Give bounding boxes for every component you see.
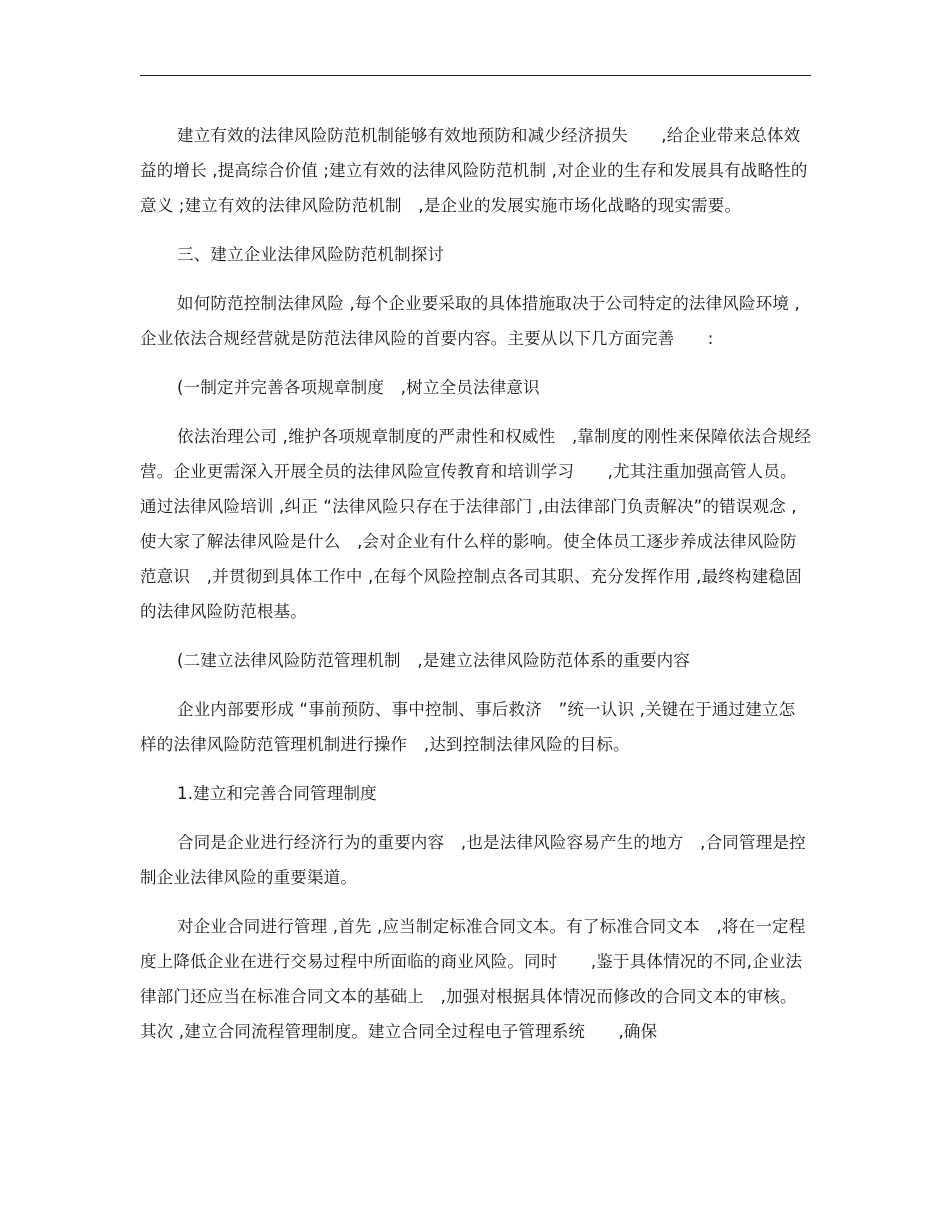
paragraph-mechanism: 企业内部要形成 “事前预防、事中控制、事后救济 ”统一认识 ,关键在于通过建立怎样的法律风险防范管理机制进行操作 ,达到控制法律风险的目标。 [140,700,796,754]
header-rule [140,75,811,76]
subheading-1: (一制定并完善各项规章制度 ,树立全员法律意识 [177,378,540,397]
paragraph-intro: 如何防范控制法律风险 ,每个企业要采取的具体措施取决于公司特定的法律风险环境 ,企业依法合规经营就是防范法律风险的首要内容。主要从以下几方面完善 : [140,294,800,348]
paragraph-contract-management: 对企业合同进行管理 ,首先 ,应当制定标准合同文本。有了标准合同文本 ,将在一定程度上降低企业在进行交易过程中所面临的商业风险。同时 ,鉴于具体情况的不同,企业法律部门还应当在标准合同文本的基础上 ,加强对根据具体情况而修改的合同文本的审核。其次 ,建立合同流程管理制度。建立合同全过程电子管理系统 ,确保 [140,917,806,1041]
paragraph-rules: 依法治理公司 ,维护各项规章制度的严肃性和权威性 ,靠制度的刚性来保障依法合规经营。企业更需深入开展全员的法律风险宣传教育和培训学习 ,尤其注重加强高管人员。通过法律风险培训 ,纠正 “法律风险只存在于法律部门 ,由法律部门负责解决”的错误观念 ,使大家了解法律风险是什么 ,会对企业有什么样的影响。使全体员工逐步养成法律风险防范意识 ,并贯彻到具体工作中 ,在每个风险控制点各司其职、充分发挥作用 ,最终构建稳固的法律风险防范根基。 [140,427,812,621]
subheading-2: (二建立法律风险防范管理机制 ,是建立法律风险防范体系的重要内容 [177,651,691,670]
subheading-2-1: 1.建立和完善合同管理制度 [177,784,377,803]
paragraph-contract: 合同是企业进行经济行为的重要内容 ,也是法律风险容易产生的地方 ,合同管理是控制企业法律风险的重要渠道。 [140,833,806,887]
paragraph-benefits: 建立有效的法律风险防范机制能够有效地预防和减少经济损失 ,给企业带来总体效益的增长 ,提高综合价值 ;建立有效的法律风险防范机制 ,对企业的生存和发展具有战略性的意义 ;建立有效的法律风险防范机制 ,是企业的发展实施市场化战略的现实需要。 [140,126,808,215]
document-body [140,118,812,1063]
section-heading-3: 三、建立企业法律风险防范机制探讨 [177,245,445,264]
